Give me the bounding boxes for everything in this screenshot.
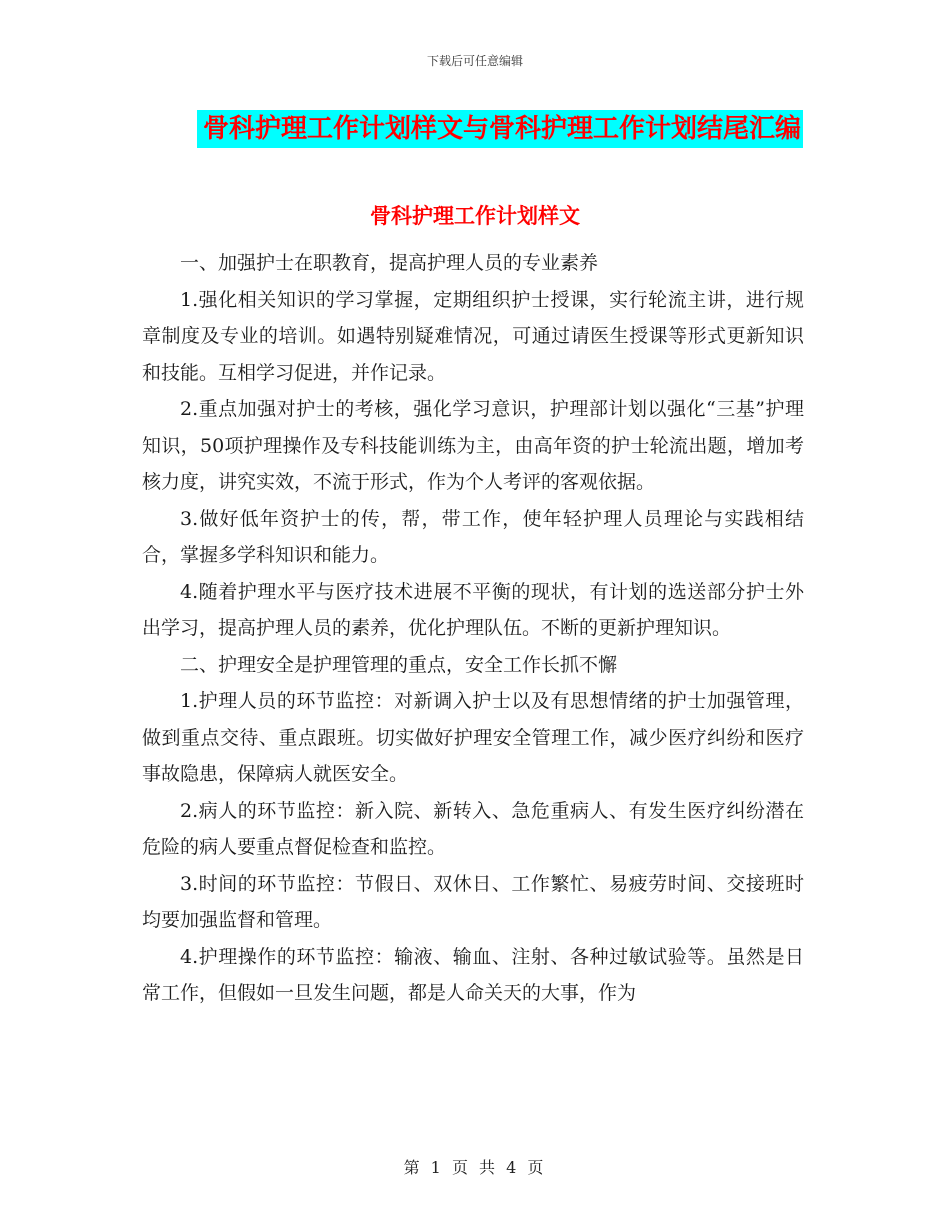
paragraph: 3.时间的环节监控：节假日、双休日、工作繁忙、易疲劳时间、交接班时均要加强监督和管理。: [142, 872, 804, 931]
page-footer: 第 1 页 共 4 页: [403, 1158, 547, 1177]
main-title-container: [0, 110, 950, 148]
section-heading-1: 一、加强护士在职教育，提高护理人员的专业素养: [180, 252, 599, 274]
paragraph: 2.病人的环节监控：新入院、新转入、急危重病人、有发生医疗纠纷潜在危险的病人要重点督促检查和监控。: [142, 799, 804, 858]
page-header-note: 下载后可任意编辑: [426, 54, 523, 68]
paragraph: 2.重点加强对护士的考核，强化学习意识，护理部计划以强化“三基”护理知识，50项护理操作及专科技能训练为主，由高年资的护士轮流出题，增加考核力度，讲究实效，不流于形式，作为个人考评的客观依据。: [142, 398, 804, 493]
paragraph: 4.随着护理水平与医疗技术进展不平衡的现状，有计划的选送部分护士外出学习，提高护理人员的素养，优化护理队伍。不断的更新护理知识。: [142, 580, 804, 639]
paragraph: 3.做好低年资护士的传，帮，带工作，使年轻护理人员理论与实践相结合，掌握多学科知识和能力。: [142, 507, 804, 566]
document-body: [142, 245, 804, 1012]
paragraph: 1.护理人员的环节监控：对新调入护士以及有思想情绪的护士加强管理，做到重点交待、重点跟班。切实做好护理安全管理工作，减少医疗纠纷和医疗事故隐患，保障病人就医安全。: [142, 690, 804, 785]
paragraph: 1.强化相关知识的学习掌握，定期组织护士授课，实行轮流主讲，进行规章制度及专业的培训。如遇特别疑难情况，可通过请医生授课等形式更新知识和技能。互相学习促进，并作记录。: [142, 288, 804, 384]
section-title: 骨科护理工作计划样文: [370, 204, 580, 228]
section-heading-2: 二、护理安全是护理管理的重点，安全工作长抓不懈: [180, 653, 618, 676]
paragraph: 4.护理操作的环节监控：输液、输血、注射、各种过敏试验等。虽然是日常工作，但假如一旦发生问题，都是人命关天的大事，作为: [142, 945, 804, 1004]
main-title: 骨科护理工作计划样文与骨科护理工作计划结尾汇编: [197, 110, 803, 148]
